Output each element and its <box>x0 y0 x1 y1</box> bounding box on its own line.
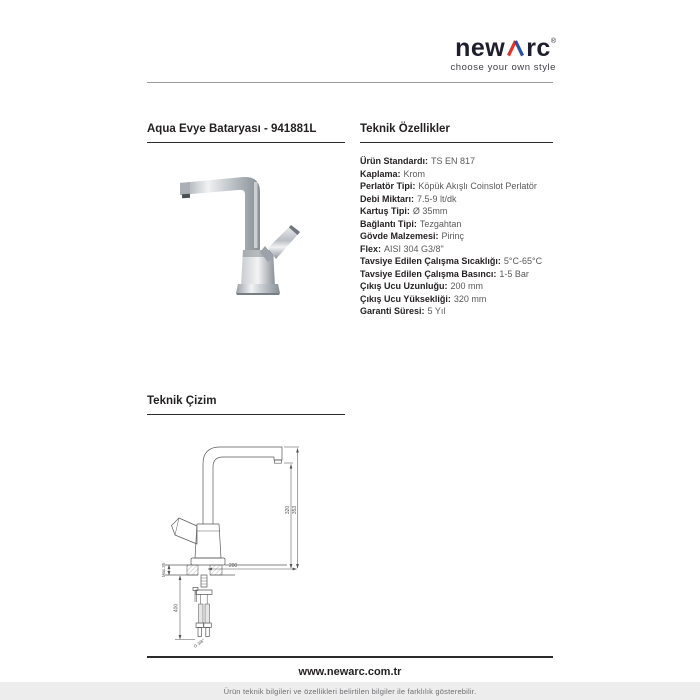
spec-value: 200 mm <box>450 281 484 291</box>
spec-label: Perlatör Tipi: <box>360 181 416 191</box>
drawing-body <box>195 524 221 558</box>
spec-label: Çıkış Ucu Uzunluğu: <box>360 281 448 291</box>
spec-value: 320 mm <box>453 293 487 304</box>
spec-row <box>360 193 610 206</box>
spec-row <box>360 218 610 231</box>
spec-label: Gövde Malzemesi: <box>360 231 439 241</box>
drawing-heading: Teknik Çizim <box>147 395 345 415</box>
spec-row <box>360 293 610 306</box>
spec-value: Tezgahtan <box>419 218 462 229</box>
drawing-handle <box>172 518 198 544</box>
spec-label: Kaplama: <box>360 168 401 179</box>
spec-value: 7.5-9 lt/dk <box>417 193 457 204</box>
spec-row <box>360 180 610 193</box>
logo-text-new: new <box>455 34 506 62</box>
logo-text-rc: rc <box>526 34 551 62</box>
drawing-hose <box>199 604 204 623</box>
spec-value: Köpük Akışlı Coinslot Perlatör <box>418 181 537 191</box>
drawing-hose <box>205 604 210 623</box>
aerator <box>182 194 190 198</box>
spec-value: 1-5 Bar <box>499 268 529 279</box>
spec-value: Pirinç <box>441 231 465 241</box>
drawing-outline <box>165 447 287 637</box>
website-link[interactable]: www.newarc.com.tr <box>298 666 402 678</box>
spec-row <box>360 255 610 268</box>
spec-value: 5°C-65°C <box>503 256 543 266</box>
spec-row <box>360 268 610 281</box>
spec-label: Tavsiye Edilen Çalışma Basıncı: <box>360 268 497 279</box>
specs-heading: Teknik Özellikler <box>360 123 553 143</box>
spec-label: Garanti Süresi: <box>360 306 425 316</box>
faucet-base <box>236 284 280 293</box>
spec-row <box>360 230 610 243</box>
spec-value: AISI 304 G3/8" <box>384 243 444 254</box>
dim-spout-length: 200 <box>228 563 238 570</box>
spec-row <box>360 243 610 256</box>
spec-row <box>360 305 610 318</box>
faucet-illustration <box>180 177 300 295</box>
registered-mark: ® <box>550 38 556 45</box>
faucet-spout <box>180 177 260 251</box>
footer-bar <box>0 682 700 700</box>
spec-row <box>360 155 610 168</box>
spec-row <box>360 280 610 293</box>
spec-label: Debi Miktarı: <box>360 193 415 204</box>
drawing-spout <box>203 447 282 524</box>
spec-label: Kartuş Tipi: <box>360 206 410 216</box>
spec-value: Ø 35mm <box>412 206 448 216</box>
drawing-base <box>191 558 225 565</box>
spec-label: Flex: <box>360 243 382 254</box>
dim-max-thickness: Max.35 <box>161 562 166 578</box>
spec-value: 5 Yıl <box>427 306 446 316</box>
spec-list <box>360 155 610 318</box>
drawing-aerator <box>275 460 282 463</box>
dim-thread-size: G 3/8" <box>192 637 206 649</box>
dim-hose-length: 400 <box>173 603 180 613</box>
product-title: Aqua Evye Bataryası - 941881L <box>147 123 345 143</box>
brand-tagline: choose your own style <box>450 62 556 73</box>
spec-row <box>360 168 610 181</box>
dim-total-height: 353 <box>291 505 298 515</box>
newarc-logo <box>450 36 556 60</box>
disclaimer-text: Ürün teknik bilgileri ve özellikleri belirtilen bilgiler ile farklılık gösterebilir. <box>223 686 477 696</box>
spec-label: Tavsiye Edilen Çalışma Sıcaklığı: <box>360 256 501 266</box>
footer-divider <box>147 656 553 658</box>
spec-row <box>360 205 610 218</box>
spec-value: Krom <box>403 168 426 179</box>
product-photo <box>148 158 338 328</box>
dimension-lines <box>169 447 299 640</box>
logo-triangle-icon <box>506 39 525 58</box>
spec-label: Bağlantı Tipi: <box>360 218 417 229</box>
header-divider <box>147 82 553 83</box>
dimension-labels <box>161 506 298 649</box>
dim-outlet-height: 320 <box>285 505 291 515</box>
spec-value: TS EN 817 <box>431 156 476 166</box>
spec-label: Çıkış Ucu Yüksekliği: <box>360 293 451 304</box>
spec-label: Ürün Standardı: <box>360 156 429 166</box>
technical-drawing <box>145 418 355 656</box>
brand-header <box>450 36 556 73</box>
